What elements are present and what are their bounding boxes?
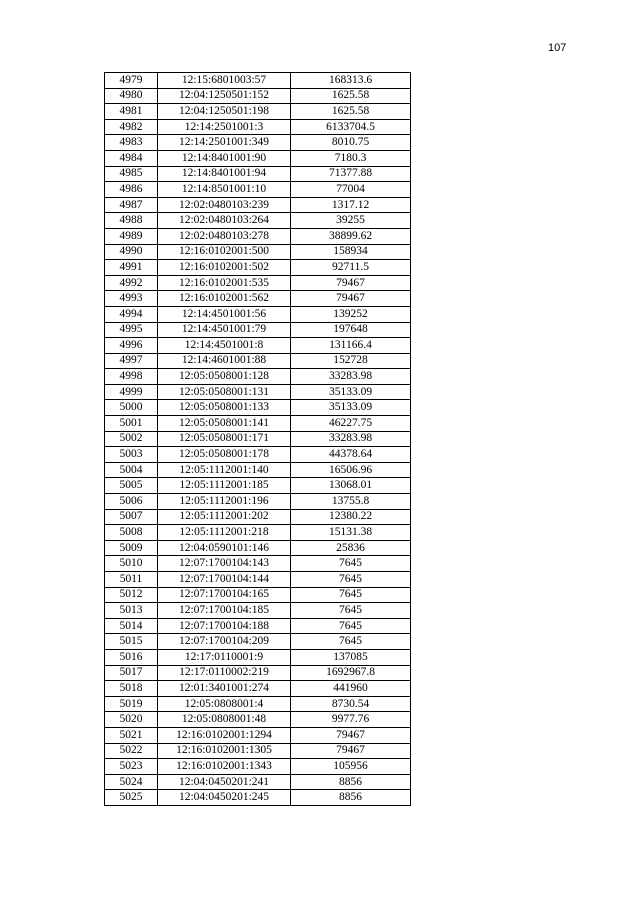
value-cell: 33283.98 — [291, 431, 411, 447]
row-number-cell: 5016 — [105, 649, 158, 665]
table-row — [105, 618, 411, 634]
cadastral-number-cell: 12:07:1700104:209 — [158, 634, 291, 650]
table-row — [105, 322, 411, 338]
table-row — [105, 119, 411, 135]
row-number-cell: 5012 — [105, 587, 158, 603]
table-row — [105, 774, 411, 790]
table-row — [105, 150, 411, 166]
value-cell: 441960 — [291, 681, 411, 697]
table-row — [105, 197, 411, 213]
row-number-cell: 4982 — [105, 119, 158, 135]
cadastral-number-cell: 12:04:0590101:146 — [158, 540, 291, 556]
value-cell: 6133704.5 — [291, 119, 411, 135]
table-row — [105, 135, 411, 151]
row-number-cell: 5013 — [105, 603, 158, 619]
value-cell: 12380.22 — [291, 509, 411, 525]
cadastral-number-cell: 12:14:4501001:79 — [158, 322, 291, 338]
cadastral-number-cell: 12:05:1112001:196 — [158, 494, 291, 510]
cadastral-number-cell: 12:05:1112001:202 — [158, 509, 291, 525]
value-cell: 46227.75 — [291, 416, 411, 432]
row-number-cell: 4985 — [105, 166, 158, 182]
cadastral-number-cell: 12:17:0110001:9 — [158, 649, 291, 665]
cadastral-number-cell: 12:02:0480103:278 — [158, 228, 291, 244]
cadastral-number-cell: 12:05:0508001:131 — [158, 384, 291, 400]
value-cell: 16506.96 — [291, 462, 411, 478]
cadastral-number-cell: 12:05:1112001:185 — [158, 478, 291, 494]
value-cell: 33283.98 — [291, 369, 411, 385]
cadastral-number-cell: 12:05:0508001:141 — [158, 416, 291, 432]
value-cell: 1692967.8 — [291, 665, 411, 681]
cadastral-number-cell: 12:16:0102001:1294 — [158, 727, 291, 743]
table-row — [105, 712, 411, 728]
cadastral-number-cell: 12:16:0102001:502 — [158, 260, 291, 276]
value-cell: 105956 — [291, 759, 411, 775]
table-row — [105, 681, 411, 697]
table-row — [105, 260, 411, 276]
row-number-cell: 5014 — [105, 618, 158, 634]
cadastral-number-cell: 12:16:0102001:500 — [158, 244, 291, 260]
value-cell: 137085 — [291, 649, 411, 665]
row-number-cell: 5008 — [105, 525, 158, 541]
data-table — [104, 72, 411, 806]
table-body — [105, 73, 411, 806]
row-number-cell: 5000 — [105, 400, 158, 416]
value-cell: 71377.88 — [291, 166, 411, 182]
value-cell: 139252 — [291, 306, 411, 322]
row-number-cell: 5001 — [105, 416, 158, 432]
table-row — [105, 338, 411, 354]
table-row — [105, 447, 411, 463]
table-row — [105, 306, 411, 322]
cadastral-number-cell: 12:05:1112001:140 — [158, 462, 291, 478]
row-number-cell: 5005 — [105, 478, 158, 494]
table-row — [105, 462, 411, 478]
value-cell: 7645 — [291, 603, 411, 619]
table-row — [105, 275, 411, 291]
row-number-cell: 4995 — [105, 322, 158, 338]
value-cell: 1625.58 — [291, 104, 411, 120]
row-number-cell: 4988 — [105, 213, 158, 229]
row-number-cell: 5021 — [105, 727, 158, 743]
row-number-cell: 5004 — [105, 462, 158, 478]
table-row — [105, 400, 411, 416]
table-row — [105, 478, 411, 494]
row-number-cell: 4997 — [105, 353, 158, 369]
row-number-cell: 5023 — [105, 759, 158, 775]
table-row — [105, 509, 411, 525]
cadastral-number-cell: 12:14:8501001:10 — [158, 182, 291, 198]
row-number-cell: 5018 — [105, 681, 158, 697]
value-cell: 25836 — [291, 540, 411, 556]
cadastral-number-cell: 12:14:2501001:349 — [158, 135, 291, 151]
cadastral-number-cell: 12:05:0508001:178 — [158, 447, 291, 463]
cadastral-number-cell: 12:14:4501001:8 — [158, 338, 291, 354]
row-number-cell: 5019 — [105, 696, 158, 712]
table-row — [105, 540, 411, 556]
value-cell: 44378.64 — [291, 447, 411, 463]
row-number-cell: 4984 — [105, 150, 158, 166]
value-cell: 7180.3 — [291, 150, 411, 166]
table-row — [105, 244, 411, 260]
row-number-cell: 4980 — [105, 88, 158, 104]
value-cell: 79467 — [291, 291, 411, 307]
row-number-cell: 4981 — [105, 104, 158, 120]
value-cell: 7645 — [291, 618, 411, 634]
value-cell: 77004 — [291, 182, 411, 198]
row-number-cell: 5015 — [105, 634, 158, 650]
row-number-cell: 4996 — [105, 338, 158, 354]
row-number-cell: 5010 — [105, 556, 158, 572]
table-row — [105, 384, 411, 400]
cadastral-number-cell: 12:17:0110002:219 — [158, 665, 291, 681]
value-cell: 1317.12 — [291, 197, 411, 213]
table-row — [105, 104, 411, 120]
cadastral-number-cell: 12:02:0480103:239 — [158, 197, 291, 213]
value-cell: 7645 — [291, 587, 411, 603]
cadastral-number-cell: 12:16:0102001:1343 — [158, 759, 291, 775]
table-row — [105, 182, 411, 198]
row-number-cell: 4992 — [105, 275, 158, 291]
table-row — [105, 665, 411, 681]
cadastral-number-cell: 12:04:1250501:152 — [158, 88, 291, 104]
value-cell: 158934 — [291, 244, 411, 260]
row-number-cell: 4994 — [105, 306, 158, 322]
value-cell: 79467 — [291, 727, 411, 743]
cadastral-number-cell: 12:07:1700104:188 — [158, 618, 291, 634]
cadastral-number-cell: 12:15:6801003:57 — [158, 73, 291, 89]
table-row — [105, 603, 411, 619]
row-number-cell: 5025 — [105, 790, 158, 806]
row-number-cell: 4979 — [105, 73, 158, 89]
cadastral-number-cell: 12:07:1700104:165 — [158, 587, 291, 603]
value-cell: 197648 — [291, 322, 411, 338]
value-cell: 7645 — [291, 634, 411, 650]
table-row — [105, 431, 411, 447]
table-row — [105, 213, 411, 229]
table-row — [105, 556, 411, 572]
value-cell: 7645 — [291, 572, 411, 588]
cadastral-number-cell: 12:16:0102001:1305 — [158, 743, 291, 759]
cadastral-number-cell: 12:04:1250501:198 — [158, 104, 291, 120]
cadastral-number-cell: 12:04:0450201:241 — [158, 774, 291, 790]
table-row — [105, 696, 411, 712]
table-row — [105, 587, 411, 603]
table-row — [105, 572, 411, 588]
table-row — [105, 743, 411, 759]
table-row — [105, 790, 411, 806]
value-cell: 35133.09 — [291, 400, 411, 416]
value-cell: 152728 — [291, 353, 411, 369]
cadastral-number-cell: 12:14:4501001:56 — [158, 306, 291, 322]
value-cell: 9977.76 — [291, 712, 411, 728]
cadastral-number-cell: 12:05:0808001:4 — [158, 696, 291, 712]
row-number-cell: 4986 — [105, 182, 158, 198]
cadastral-number-cell: 12:05:1112001:218 — [158, 525, 291, 541]
row-number-cell: 4989 — [105, 228, 158, 244]
table-row — [105, 759, 411, 775]
row-number-cell: 4987 — [105, 197, 158, 213]
cadastral-number-cell: 12:14:2501001:3 — [158, 119, 291, 135]
table-row — [105, 73, 411, 89]
value-cell: 131166.4 — [291, 338, 411, 354]
cadastral-number-cell: 12:05:0508001:128 — [158, 369, 291, 385]
value-cell: 13755.8 — [291, 494, 411, 510]
value-cell: 1625.58 — [291, 88, 411, 104]
cadastral-number-cell: 12:07:1700104:144 — [158, 572, 291, 588]
row-number-cell: 5006 — [105, 494, 158, 510]
cadastral-number-cell: 12:05:0808001:48 — [158, 712, 291, 728]
cadastral-number-cell: 12:07:1700104:185 — [158, 603, 291, 619]
value-cell: 8856 — [291, 790, 411, 806]
cadastral-number-cell: 12:04:0450201:245 — [158, 790, 291, 806]
row-number-cell: 5009 — [105, 540, 158, 556]
row-number-cell: 5011 — [105, 572, 158, 588]
value-cell: 8730.54 — [291, 696, 411, 712]
row-number-cell: 4998 — [105, 369, 158, 385]
cadastral-number-cell: 12:07:1700104:143 — [158, 556, 291, 572]
row-number-cell: 4991 — [105, 260, 158, 276]
cadastral-number-cell: 12:01:3401001:274 — [158, 681, 291, 697]
row-number-cell: 5017 — [105, 665, 158, 681]
cadastral-number-cell: 12:14:8401001:94 — [158, 166, 291, 182]
cadastral-number-cell: 12:14:8401001:90 — [158, 150, 291, 166]
row-number-cell: 5002 — [105, 431, 158, 447]
cadastral-number-cell: 12:05:0508001:133 — [158, 400, 291, 416]
page-number: 107 — [548, 42, 567, 54]
table-row — [105, 166, 411, 182]
value-cell: 39255 — [291, 213, 411, 229]
value-cell: 79467 — [291, 275, 411, 291]
cadastral-number-cell: 12:16:0102001:562 — [158, 291, 291, 307]
row-number-cell: 4990 — [105, 244, 158, 260]
row-number-cell: 5007 — [105, 509, 158, 525]
table-row — [105, 494, 411, 510]
value-cell: 13068.01 — [291, 478, 411, 494]
cadastral-number-cell: 12:05:0508001:171 — [158, 431, 291, 447]
table-row — [105, 525, 411, 541]
row-number-cell: 5003 — [105, 447, 158, 463]
table-row — [105, 634, 411, 650]
value-cell: 92711.5 — [291, 260, 411, 276]
table-row — [105, 228, 411, 244]
table-row — [105, 649, 411, 665]
value-cell: 79467 — [291, 743, 411, 759]
cadastral-number-cell: 12:14:4601001:88 — [158, 353, 291, 369]
cadastral-number-cell: 12:02:0480103:264 — [158, 213, 291, 229]
table-row — [105, 353, 411, 369]
value-cell: 8010.75 — [291, 135, 411, 151]
table-row — [105, 727, 411, 743]
cadastral-number-cell: 12:16:0102001:535 — [158, 275, 291, 291]
value-cell: 15131.38 — [291, 525, 411, 541]
row-number-cell: 4999 — [105, 384, 158, 400]
table-row — [105, 416, 411, 432]
table-row — [105, 88, 411, 104]
value-cell: 8856 — [291, 774, 411, 790]
row-number-cell: 5024 — [105, 774, 158, 790]
value-cell: 38899.62 — [291, 228, 411, 244]
row-number-cell: 4993 — [105, 291, 158, 307]
value-cell: 35133.09 — [291, 384, 411, 400]
value-cell: 7645 — [291, 556, 411, 572]
table-row — [105, 291, 411, 307]
row-number-cell: 4983 — [105, 135, 158, 151]
row-number-cell: 5020 — [105, 712, 158, 728]
row-number-cell: 5022 — [105, 743, 158, 759]
table-row — [105, 369, 411, 385]
value-cell: 168313.6 — [291, 73, 411, 89]
